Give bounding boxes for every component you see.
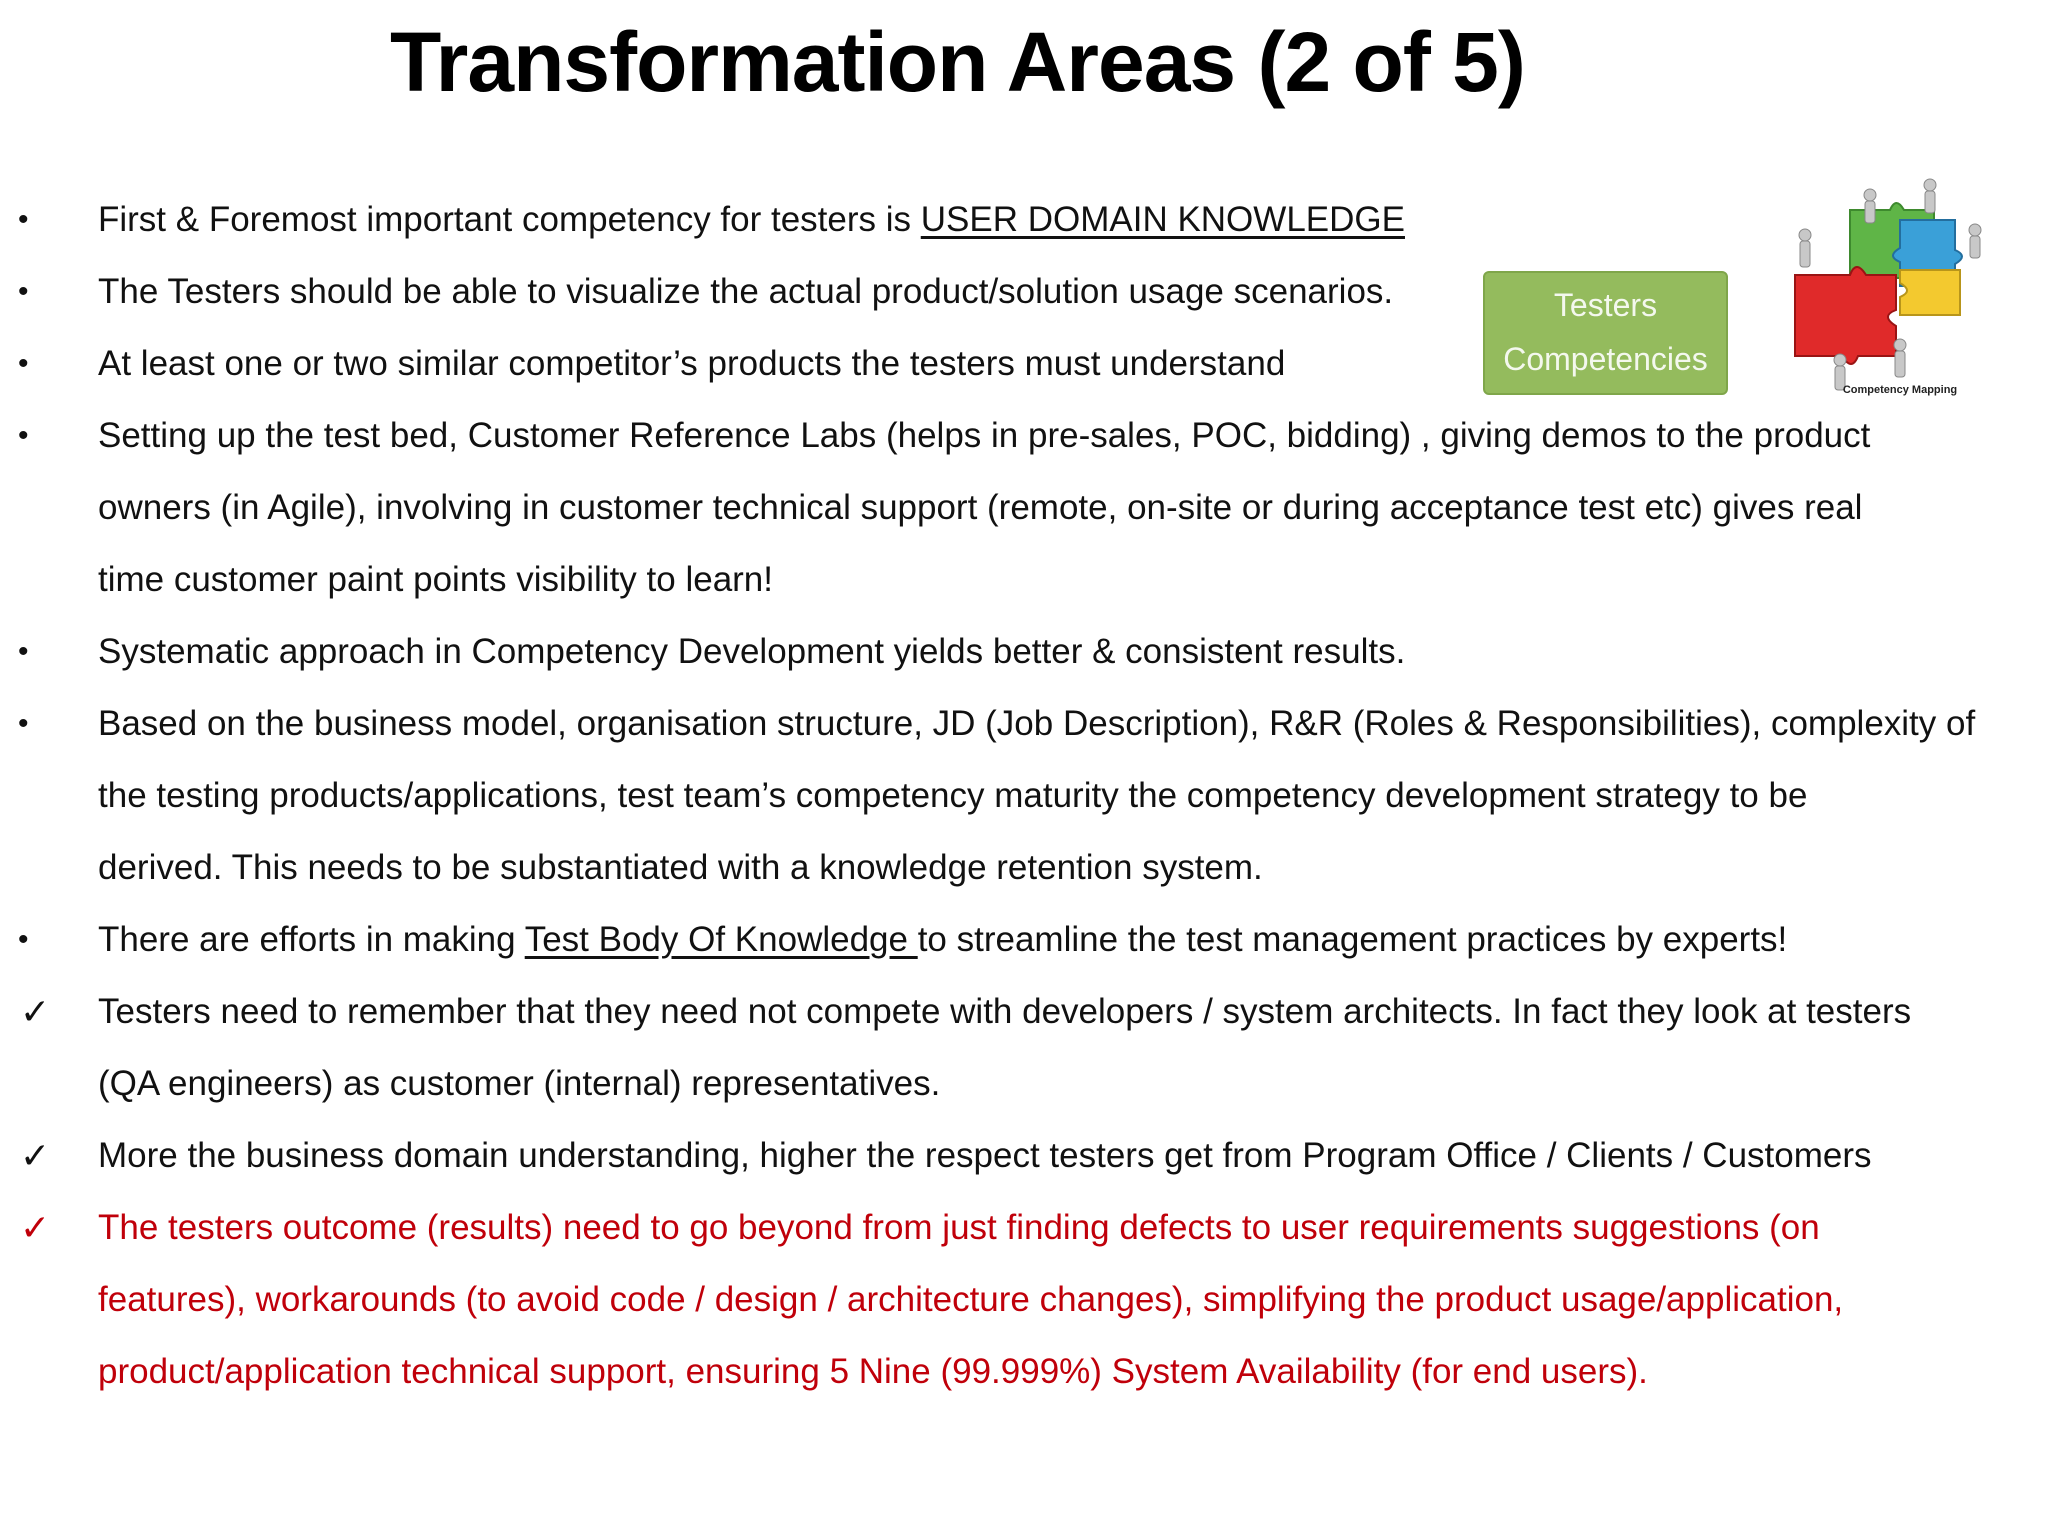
list-item — [0, 976, 2048, 1120]
list-item-text: There are efforts in making — [98, 920, 525, 959]
slide-title: Transformation Areas (2 of 5) — [390, 15, 1525, 109]
checkmark-icon: ✓ — [20, 991, 51, 1032]
bullet-icon: • — [18, 635, 29, 668]
list-item-text: to streamline the test management practices by experts! — [917, 920, 1788, 959]
bullet-icon: • — [18, 419, 29, 452]
bullet-icon: • — [18, 275, 29, 308]
badge-line-2: Competencies — [1503, 341, 1708, 377]
bullet-list — [0, 184, 2048, 1408]
list-item — [0, 256, 2048, 328]
list-item-text: First & Foremost important competency for testers is — [98, 200, 921, 239]
list-item-text: Testers need to remember that they need not compete with developers / system architects. In fact they look at testers (QA engineers) as customer (internal) representatives. — [98, 992, 1912, 1103]
list-item-text: The Testers should be able to visualize the actual product/solution usage scenarios. — [98, 272, 1394, 311]
list-item-text: More the business domain understanding, higher the respect testers get from Program Office / Clients / Customers — [98, 1136, 1872, 1175]
list-item — [0, 184, 2048, 256]
list-item-text: The testers outcome (results) need to go beyond from just finding defects to user requirements suggestions (on features), workarounds (to avoid code / design / architecture changes), simplifying the product usage/application, product/application technical support, ensuring 5 Nine (99.999%) System Availability (for end users). — [98, 1208, 1844, 1391]
list-item — [0, 328, 2048, 400]
underlined-phrase: Test Body Of Knowledge — [524, 920, 918, 959]
list-item-highlight — [0, 1192, 2048, 1408]
badge-line-1: Testers — [1553, 287, 1658, 323]
list-item — [0, 616, 2048, 688]
checkmark-icon: ✓ — [20, 1135, 51, 1176]
list-item — [0, 904, 2048, 976]
puzzle-caption: Competency Mapping — [1842, 384, 1958, 396]
list-item-text: Based on the business model, organisation structure, JD (Job Description), R&R (Roles & Responsibilities), complexity of the testing products/applications, test team’s competency maturity the competency development strategy to be derived. This needs to be substantiated with a knowledge retention system. — [98, 704, 1976, 887]
underlined-phrase: USER DOMAIN KNOWLEDGE — [920, 200, 1405, 239]
list-item — [0, 688, 2048, 904]
list-item-text: Setting up the test bed, Customer Reference Labs (helps in pre-sales, POC, bidding) , giving demos to the product owners (in Agile), involving in customer technical support (remote, on-site or during acceptance test etc) gives real time customer paint points visibility to learn! — [98, 416, 1871, 599]
list-item-text: At least one or two similar competitor’s products the testers must understand — [98, 344, 1286, 383]
list-item — [0, 400, 2048, 616]
bullet-icon: • — [18, 203, 29, 236]
bullet-icon: • — [18, 707, 29, 740]
puzzle-pieces-people-icon — [1780, 175, 1990, 405]
bullet-icon: • — [18, 347, 29, 380]
list-item — [0, 1120, 2048, 1192]
checkmark-icon: ✓ — [20, 1207, 51, 1248]
list-item-text: Systematic approach in Competency Development yields better & consistent results. — [98, 632, 1406, 671]
bullet-icon: • — [18, 923, 29, 956]
testers-competencies-badge — [1483, 271, 1728, 395]
